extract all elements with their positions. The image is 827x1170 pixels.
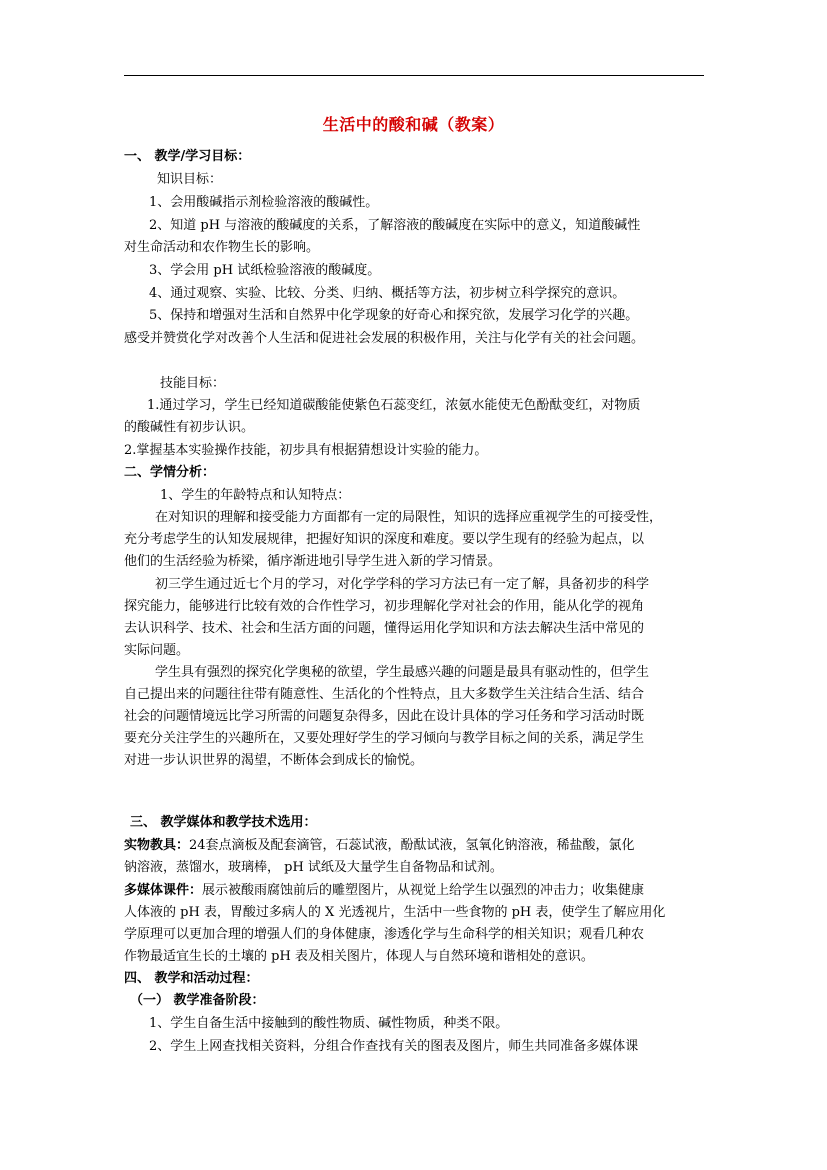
knowledge-goal-5a: 5、保持和增强对生活和自然界中化学现象的好奇心和探究欲，发展学习化学的兴趣。 xyxy=(149,308,639,323)
analysis-para-2d: 实际问题。 xyxy=(124,643,190,658)
analysis-para-3a: 学生具有强烈的探究化学奥秘的欲望，学生最感兴趣的问题是最具有驱动性的，但学生 xyxy=(155,665,650,680)
section-2-heading: 二、学情分析： xyxy=(124,465,216,480)
section-1-heading: 一、 教学/学习目标： xyxy=(124,149,251,164)
analysis-para-2c: 去认识科学、技术、社会和生活方面的问题，懂得运用化学知识和方法去解决生活中常见的 xyxy=(124,621,645,636)
knowledge-goal-1: 1、会用酸碱指示剂检验溶液的酸碱性。 xyxy=(149,195,379,210)
knowledge-goal-2b: 对生命活动和农作物生长的影响。 xyxy=(124,240,320,255)
prep-item-2: 2、学生上网查找相关资料，分组合作查找有关的图表及图片，师生共同准备多媒体课 xyxy=(149,1039,639,1054)
multimedia-text-b: 人体液的 pH 表，胃酸过多病人的 X 光透视片，生活中一些食物的 pH 表，使学生了解应用化 xyxy=(124,905,666,920)
real-materials-text-b: 钠溶液，蒸馏水，玻璃棒， pH 试纸及大量学生自备物品和试剂。 xyxy=(124,860,503,875)
knowledge-goal-5b: 感受并赞赏化学对改善个人生活和促进社会发展的积极作用，关注与化学有关的社会问题。 xyxy=(124,331,645,346)
analysis-para-2b: 探究能力，能够进行比较有效的合作性学习，初步理解化学对社会的作用，能从化学的视角 xyxy=(124,599,645,614)
skill-goal-2: 2.掌握基本实验操作技能，初步具有根据猜想设计实验的能力。 xyxy=(124,443,488,458)
knowledge-goal-4: 4、通过观察、实验、比较、分类、归纳、概括等方法，初步树立科学探究的意识。 xyxy=(149,286,626,301)
multimedia-text-a: 展示被酸雨腐蚀前后的雕塑图片，从视觉上给学生以强烈的冲击力；收集健康 xyxy=(202,883,645,898)
skill-goal-1b: 的酸碱性有初步认识。 xyxy=(124,420,255,435)
analysis-point-1: 1、学生的年龄特点和认知特点： xyxy=(160,488,351,503)
analysis-para-1c: 他们的生活经验为桥梁，循序渐进地引导学生进入新的学习情景。 xyxy=(124,554,502,569)
analysis-para-1b: 充分考虑学生的认知发展规律，把握好知识的深度和难度。要以学生现有的经验为起点，以 xyxy=(124,532,645,547)
real-materials-line-a xyxy=(124,838,635,854)
section-4-sub-1: （一） 教学准备阶段： xyxy=(130,993,265,1008)
skill-goals-label: 技能目标： xyxy=(160,376,226,391)
multimedia-label: 多媒体课件： xyxy=(124,883,203,898)
real-materials-label: 实物教具： xyxy=(124,838,190,853)
knowledge-goal-3: 3、学会用 pH 试纸检验溶液的酸碱度。 xyxy=(149,263,381,278)
analysis-para-1a: 在对知识的理解和接受能力方面都有一定的局限性，知识的选择应重视学生的可接受性， xyxy=(155,510,663,525)
section-3-heading: 三、 教学媒体和教学技术选用： xyxy=(130,815,317,830)
skill-goal-1a: 1.通过学习，学生已经知道碳酸能使紫色石蕊变红，浓氨水能使无色酚酞变红，对物质 xyxy=(147,398,641,413)
prep-item-1: 1、学生自备生活中接触到的酸性物质、碱性物质，种类不限。 xyxy=(149,1016,509,1031)
section-4-heading: 四、 教学和活动过程： xyxy=(124,971,259,986)
real-materials-text-a: 24套点滴板及配套滴管，石蕊试液，酚酞试液，氢氧化钠溶液，稀盐酸，氯化 xyxy=(189,838,635,853)
multimedia-text-d: 作物最适宜生长的土壤的 pH 表及相关图片，体现人与自然环境和谐相处的意识。 xyxy=(124,949,594,964)
analysis-para-2a: 初三学生通过近七个月的学习，对化学学科的学习方法已有一定了解，具备初步的科学 xyxy=(155,577,650,592)
multimedia-line-a xyxy=(124,883,644,899)
document-title: 生活中的酸和碱（教案） xyxy=(322,115,505,134)
analysis-para-3e: 对进一步认识世界的渴望，不断体会到成长的愉悦。 xyxy=(124,753,424,768)
knowledge-goal-2a: 2、知道 pH 与溶液的酸碱度的关系，了解溶液的酸碱度在实际中的意义，知道酸碱性 xyxy=(149,218,641,233)
header-rule xyxy=(124,75,704,76)
knowledge-goals-label: 知识目标： xyxy=(157,172,223,187)
analysis-para-3d: 要充分关注学生的兴趣所在，又要处理好学生的学习倾向与教学目标之间的关系，满足学生 xyxy=(124,731,645,746)
analysis-para-3c: 社会的问题情境远比学习所需的问题复杂得多，因此在设计具体的学习任务和学习活动时既 xyxy=(124,709,645,724)
multimedia-text-c: 学原理可以更加合理的增强人们的身体健康，渗透化学与生命科学的相关知识；观看几种农 xyxy=(124,927,645,942)
analysis-para-3b: 自己提出来的问题往往带有随意性、生活化的个性特点，且大多数学生关注结合生活、结合 xyxy=(124,687,645,702)
